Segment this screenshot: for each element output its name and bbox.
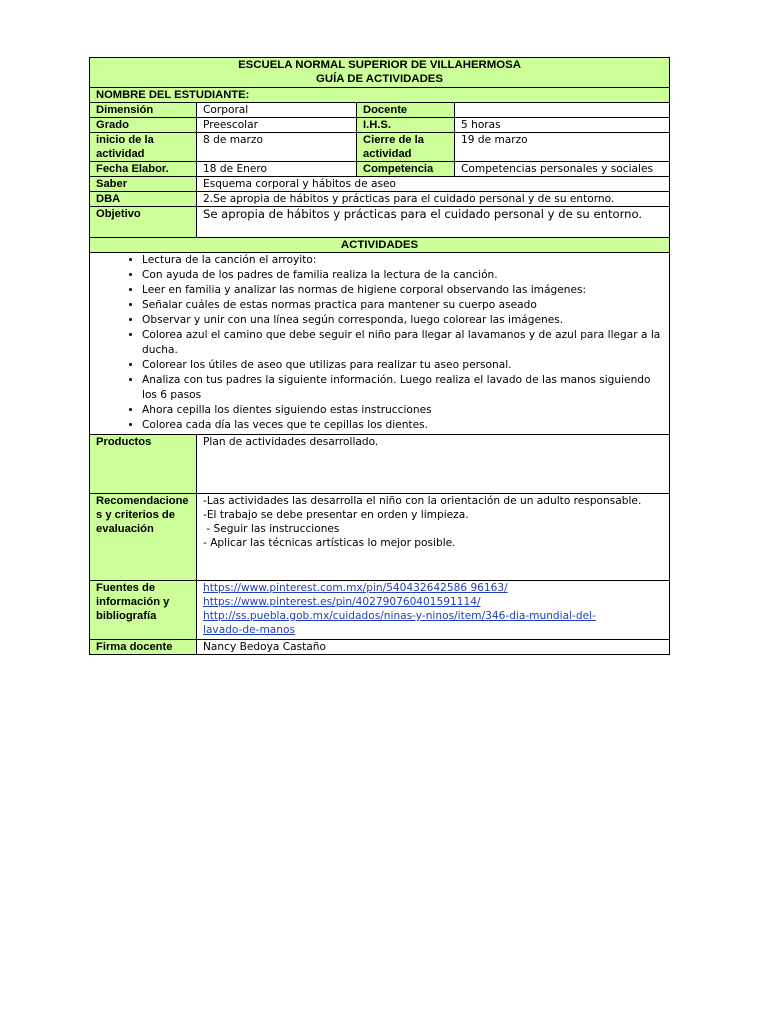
saber-value: Esquema corporal y hábitos de aseo bbox=[197, 177, 670, 192]
student-row bbox=[90, 88, 670, 103]
competencia-value: Competencias personales y sociales bbox=[455, 162, 670, 177]
recomendaciones-label: Recomendaciones y criterios de evaluación bbox=[90, 494, 197, 581]
activity-list bbox=[96, 253, 663, 433]
actividades-cell bbox=[90, 253, 670, 435]
dimension-value: Corporal bbox=[197, 103, 357, 118]
grado-label: Grado bbox=[90, 118, 197, 133]
dba-row bbox=[90, 192, 670, 207]
objetivo-label: Objetivo bbox=[90, 207, 197, 238]
header-row bbox=[90, 58, 670, 88]
productos-value: Plan de actividades desarrollado. bbox=[197, 435, 670, 494]
fuentes-value bbox=[197, 581, 670, 640]
dba-value: 2.Se apropia de hábitos y prácticas para el cuidado personal y de su entorno. bbox=[197, 192, 670, 207]
ihs-value: 5 horas bbox=[455, 118, 670, 133]
grado-row bbox=[90, 118, 670, 133]
list-item: • Señalar cuáles de estas normas practica para mantener su cuerpo aseado bbox=[142, 298, 663, 313]
recomendaciones-row bbox=[90, 494, 670, 581]
source-link-pinterest-es[interactable]: https://www.pinterest.es/pin/402790760401591114/ bbox=[203, 596, 481, 608]
fecha-row bbox=[90, 162, 670, 177]
source-link-pinterest-mx[interactable]: https://www.pinterest.com.mx/pin/540432642586 96163/ bbox=[203, 582, 508, 594]
fuentes-row bbox=[90, 581, 670, 640]
list-item: • Con ayuda de los padres de familia realiza la lectura de la canción. bbox=[142, 268, 663, 283]
grado-value: Preescolar bbox=[197, 118, 357, 133]
dimension-label: Dimensión bbox=[90, 103, 197, 118]
list-item: • Leer en familia y analizar las normas de higiene corporal observando las imágenes: bbox=[142, 283, 663, 298]
list-item: • Colorear los útiles de aseo que utilizas para realizar tu aseo personal. bbox=[142, 358, 663, 373]
recomendacion-line: - Seguir las instrucciones bbox=[203, 523, 340, 535]
fecha-value: 18 de Enero bbox=[197, 162, 357, 177]
productos-row bbox=[90, 435, 670, 494]
list-item: • Colorea cada día las veces que te cepillas los dientes. bbox=[142, 418, 663, 433]
saber-row bbox=[90, 177, 670, 192]
competencia-label: Competencia bbox=[357, 162, 455, 177]
fecha-label: Fecha Elabor. bbox=[90, 162, 197, 177]
list-item: • Ahora cepilla los dientes siguiendo estas instrucciones bbox=[142, 403, 663, 418]
cierre-value: 19 de marzo bbox=[455, 133, 670, 162]
docente-label: Docente bbox=[357, 103, 455, 118]
inicio-value: 8 de marzo bbox=[197, 133, 357, 162]
guide-title: GUÍA DE ACTIVIDADES bbox=[316, 73, 443, 85]
fuentes-label: Fuentes de información y bibliografía bbox=[90, 581, 197, 640]
actividades-row bbox=[90, 253, 670, 435]
actividades-header-row bbox=[90, 238, 670, 253]
firma-value: Nancy Bedoya Castaño bbox=[197, 640, 670, 655]
firma-row bbox=[90, 640, 670, 655]
actividades-title: ACTIVIDADES bbox=[90, 238, 670, 253]
objetivo-row bbox=[90, 207, 670, 238]
list-item: • Lectura de la canción el arroyito: bbox=[142, 253, 663, 268]
inicio-label: inicio de la actividad bbox=[90, 133, 197, 162]
activity-guide-table bbox=[89, 57, 670, 655]
source-link-puebla[interactable]: http://ss.puebla.gob.mx/cuidados/ninas-y-ninos/item/346-dia-mundial-del-lavado-de-manos bbox=[203, 610, 596, 636]
saber-label: Saber bbox=[90, 177, 197, 192]
dimension-row bbox=[90, 103, 670, 118]
ihs-label: I.H.S. bbox=[357, 118, 455, 133]
productos-label: Productos bbox=[90, 435, 197, 494]
dba-label: DBA bbox=[90, 192, 197, 207]
recomendacion-line: -El trabajo se debe presentar en orden y limpieza. bbox=[203, 509, 469, 521]
docente-value bbox=[455, 103, 670, 118]
firma-label: Firma docente bbox=[90, 640, 197, 655]
cierre-label: Cierre de la actividad bbox=[357, 133, 455, 162]
list-item: • Observar y unir con una línea según corresponda, luego colorear las imágenes. bbox=[142, 313, 663, 328]
list-item: • Colorea azul el camino que debe seguir el niño para llegar al lavamanos y de azul para llegar a la ducha. bbox=[142, 328, 663, 358]
objetivo-value: Se apropia de hábitos y prácticas para el cuidado personal y de su entorno. bbox=[197, 207, 670, 238]
school-name: ESCUELA NORMAL SUPERIOR DE VILLAHERMOSA bbox=[238, 59, 521, 71]
recomendacion-line: -Las actividades las desarrolla el niño con la orientación de un adulto responsable. bbox=[203, 495, 642, 507]
document-header bbox=[90, 58, 670, 88]
recomendacion-line: - Aplicar las técnicas artísticas lo mejor posible. bbox=[203, 537, 456, 549]
dates-row bbox=[90, 133, 670, 162]
recomendaciones-value bbox=[197, 494, 670, 581]
list-item: • Analiza con tus padres la siguiente información. Luego realiza el lavado de las manos siguiendo los 6 pasos bbox=[142, 373, 663, 403]
student-name-label: NOMBRE DEL ESTUDIANTE: bbox=[90, 88, 670, 103]
